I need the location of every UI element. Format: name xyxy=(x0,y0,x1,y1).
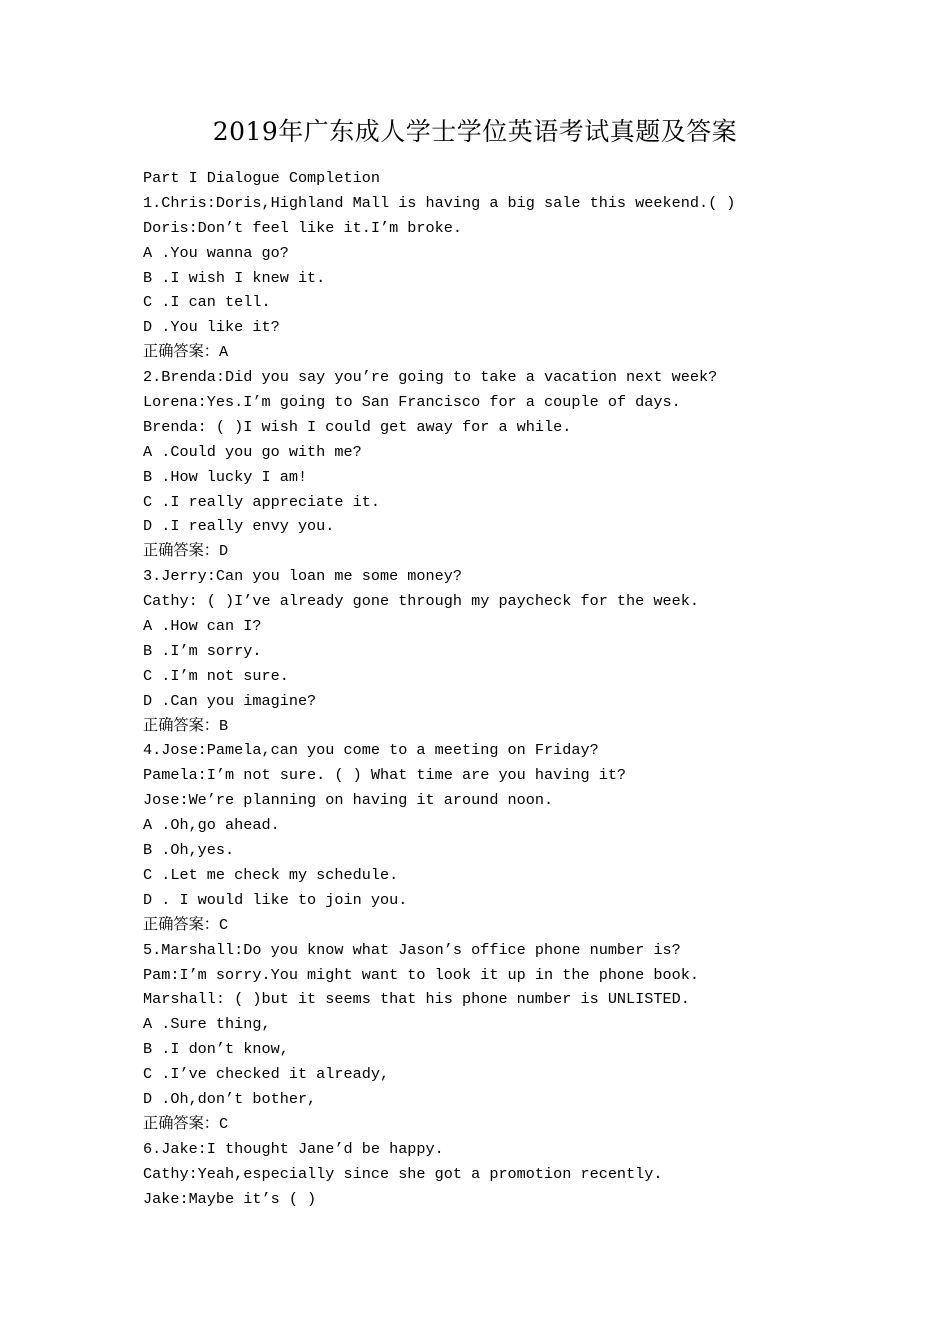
text-line: 6.Jake:I thought Jane’d be happy. xyxy=(143,1139,444,1158)
text-line: Part I Dialogue Completion xyxy=(143,169,380,187)
text-line: C .Let me check my schedule. xyxy=(143,865,399,884)
text-line: A .Sure thing, xyxy=(143,1015,271,1034)
text-line: Cathy:Yeah,especially since she got a promotion recently. xyxy=(143,1164,663,1183)
text-line: Doris:Don’t feel like it.I’m broke. xyxy=(143,218,462,237)
text-line: 5.Marshall:Do you know what Jason’s office phone number is? xyxy=(143,940,681,959)
text-line: A .Oh,go ahead. xyxy=(143,816,280,835)
text-line: C .I’m not sure. xyxy=(143,666,289,685)
text-line: Brenda: ( )I wish I could get away for a while. xyxy=(143,417,572,436)
text-line: D .I really envy you. xyxy=(143,517,335,536)
text-line: 正确答案：C xyxy=(143,915,229,934)
text-line: B .I don’t know, xyxy=(143,1040,289,1059)
text-line: A .You wanna go? xyxy=(143,243,289,262)
text-line: Jake:Maybe it’s ( ) xyxy=(143,1189,317,1208)
text-line: 正确答案：D xyxy=(143,542,229,561)
text-line: Pam:I’m sorry.You might want to look it up in the phone book. xyxy=(143,965,699,984)
text-line: Cathy: ( )I’ve already gone through my paycheck for the week. xyxy=(143,592,699,611)
text-line: A .How can I? xyxy=(143,617,262,636)
text-line: 正确答案：A xyxy=(143,343,229,362)
text-line: 正确答案：B xyxy=(143,716,229,735)
text-line: 3.Jerry:Can you loan me some money? xyxy=(143,567,462,586)
text-line: D .Oh,don’t bother, xyxy=(143,1089,317,1108)
text-line: 2.Brenda:Did you say you’re going to take a vacation next week? xyxy=(143,368,718,387)
text-line: C .I’ve checked it already, xyxy=(143,1065,390,1084)
text-line: C .I can tell. xyxy=(143,293,271,312)
document-body xyxy=(143,166,903,1211)
text-line: B .I wish I knew it. xyxy=(143,268,326,287)
text-line: Jose:We’re planning on having it around noon. xyxy=(143,791,554,810)
document-title: 2019年广东成人学士学位英语考试真题及答案 xyxy=(212,117,738,146)
text-line: Lorena:Yes.I’m going to San Francisco for a couple of days. xyxy=(143,393,681,412)
text-line: D .You like it? xyxy=(143,318,280,337)
text-line: Marshall: ( )but it seems that his phone number is UNLISTED. xyxy=(143,990,690,1009)
text-line: B .I’m sorry. xyxy=(143,641,262,660)
text-line: C .I really appreciate it. xyxy=(143,492,380,511)
text-line: Pamela:I’m not sure. ( ) What time are you having it? xyxy=(143,766,627,785)
text-line: 1.Chris:Doris,Highland Mall is having a big sale this weekend.( ) xyxy=(143,193,736,212)
text-line: 4.Jose:Pamela,can you come to a meeting on Friday? xyxy=(143,741,599,760)
text-line: B .Oh,yes. xyxy=(143,841,235,860)
text-line: D . I would like to join you. xyxy=(143,890,408,909)
text-line: D .Can you imagine? xyxy=(143,691,317,710)
text-line: B .How lucky I am! xyxy=(143,467,308,486)
text-line: 正确答案：C xyxy=(143,1114,229,1133)
text-line: A .Could you go with me? xyxy=(143,442,362,461)
